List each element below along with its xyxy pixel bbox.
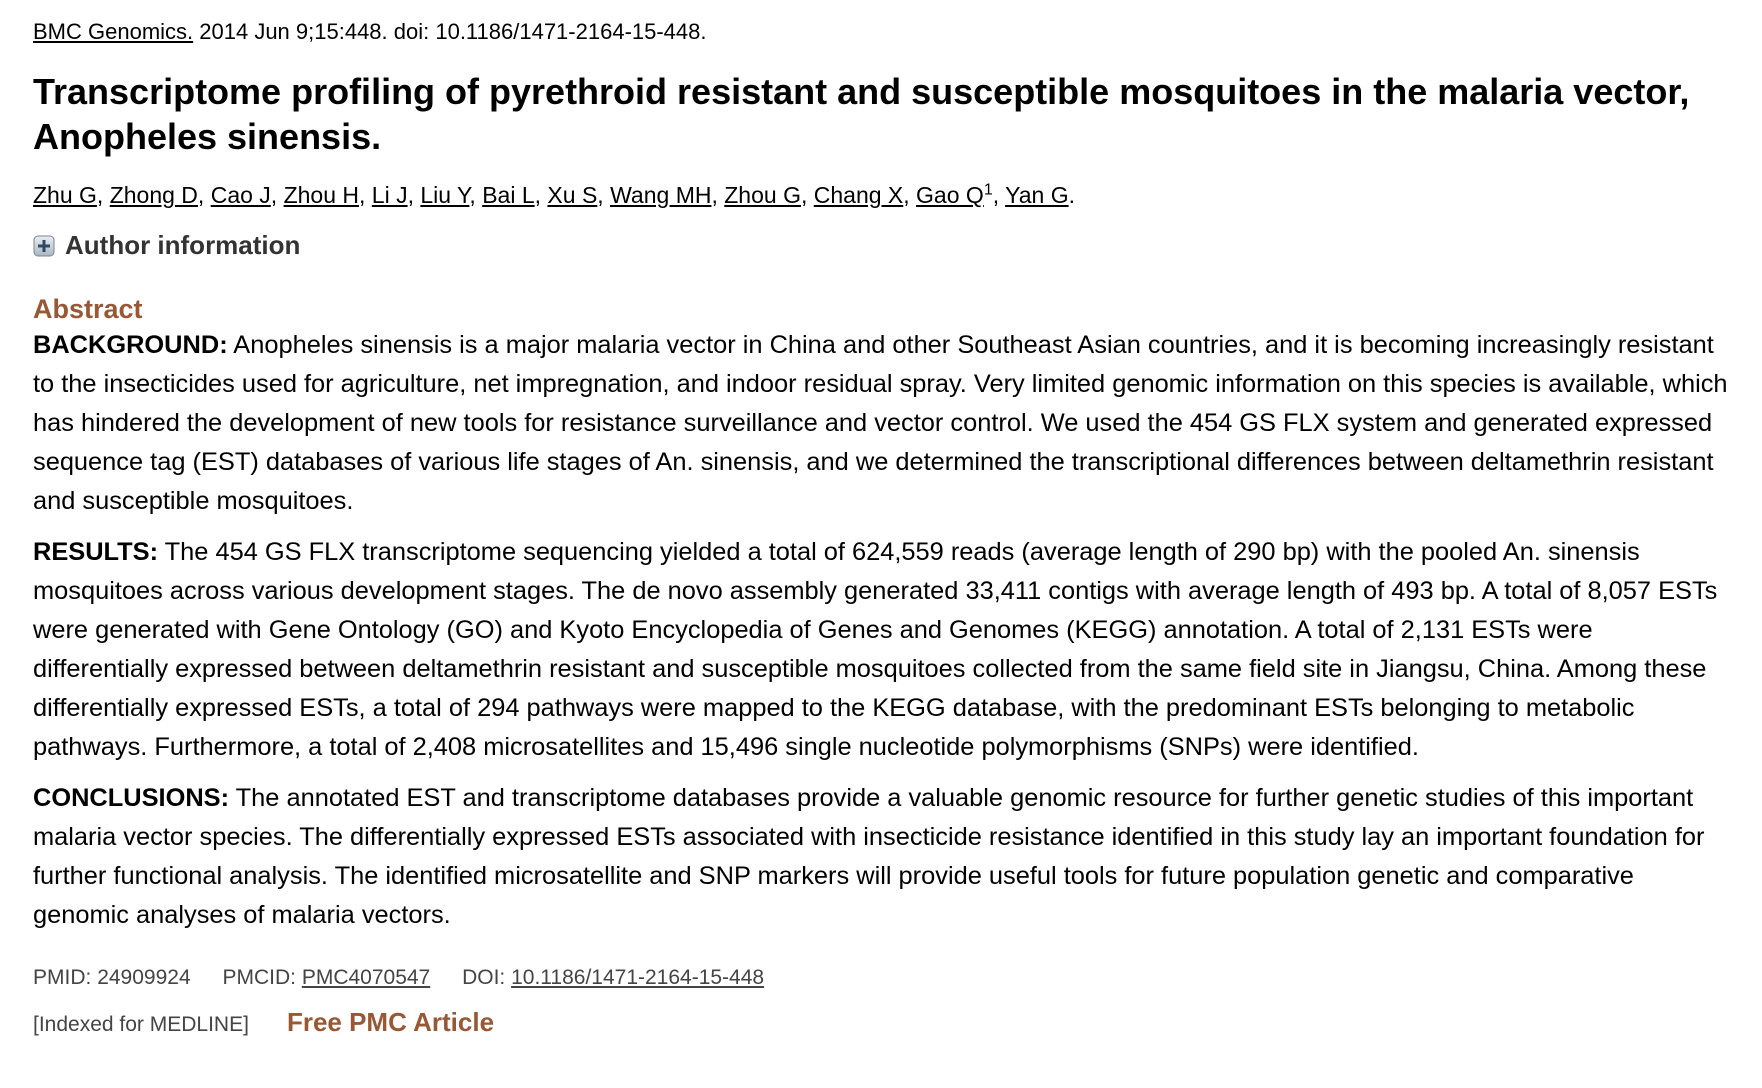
affiliation-superscript: 1 xyxy=(983,181,993,199)
author-link[interactable]: Yan G xyxy=(1005,182,1069,208)
pmcid-link[interactable]: PMC4070547 xyxy=(301,966,431,989)
author-link[interactable]: Bai L xyxy=(482,182,535,208)
abstract-background xyxy=(33,326,1733,521)
section-label: CONCLUSIONS: xyxy=(33,784,230,812)
author-link[interactable]: Chang X xyxy=(813,182,904,208)
author-link[interactable]: Zhong D xyxy=(109,182,198,208)
abstract-heading: Abstract xyxy=(33,294,143,324)
citation-line xyxy=(33,18,1732,46)
pmid-value: 24909924 xyxy=(97,966,191,989)
section-text: The annotated EST and transcriptome databases provide a valuable genomic resource for further genetic studies of this important malaria vector species. The differentially expressed ESTs associated with insecticide resistance identified in this study lay an important foundation for further functional analysis. The identified microsatellite and SNP markers will provide useful tools for future population genetic and comparative genomic analyses of malaria vectors. xyxy=(33,784,1705,929)
author-link[interactable]: Xu S xyxy=(547,182,598,208)
abstract-results xyxy=(33,533,1733,767)
journal-link[interactable]: BMC Genomics. xyxy=(33,19,194,44)
section-label: BACKGROUND: xyxy=(33,331,228,359)
author-link[interactable]: Liu Y xyxy=(420,182,470,208)
author-information-toggle[interactable] xyxy=(33,230,1732,261)
author-link[interactable]: Zhou G xyxy=(724,182,801,208)
section-text: Anopheles sinensis is a major malaria vector in China and other Southeast Asian countries, and it is becoming increasingly resistant to the insecticides used for agriculture, net impregnation, and indoor residual spray. Very limited genomic information on this species is available, which has hindered the development of new tools for resistance surveillance and vector control. We used the 454 GS FLX system and generated expressed sequence tag (EST) databases of various life stages of An. sinensis, and we determined the transcriptional differences between deltamethrin resistant and susceptible mosquitoes. xyxy=(33,331,1728,515)
author-link[interactable]: Cao J xyxy=(210,182,271,208)
citation-details: 2014 Jun 9;15:448. doi: 10.1186/1471-2164-15-448. xyxy=(193,19,707,44)
expand-plus-icon xyxy=(33,235,55,257)
section-text: The 454 GS FLX transcriptome sequencing yielded a total of 624,559 reads (average length of 290 bp) with the pooled An. sinensis mosquitoes across various development stages. The de novo assembly generated 33,411 contigs with average length of 493 bp. A total of 8,057 ESTs were generated with Gene Ontology (GO) and Kyoto Encyclopedia of Genes and Genomes (KEGG) annotation. A total of 2,131 ESTs were differentially expressed between deltamethrin resistant and susceptible mosquitoes collected from the same field site in Jiangsu, China. Among these differentially expressed ESTs, a total of 294 pathways were mapped to the KEGG database, with the predominant ESTs belonging to metabolic pathways. Furthermore, a total of 2,408 microsatellites and 15,496 single nucleotide polymorphisms (SNPs) were identified. xyxy=(33,538,1718,761)
bottom-row xyxy=(33,1007,1732,1038)
pmid-label: PMID: xyxy=(33,966,92,989)
doi-label: DOI: xyxy=(462,966,506,989)
pmcid-label: PMCID: xyxy=(222,966,296,989)
section-label: RESULTS: xyxy=(33,538,159,566)
author-link[interactable]: Wang MH xyxy=(610,182,712,208)
free-pmc-article-link[interactable]: Free PMC Article xyxy=(286,1007,495,1037)
author-link[interactable]: Li J xyxy=(371,182,408,208)
abstract-conclusions xyxy=(33,779,1733,935)
author-information-label: Author information xyxy=(65,230,301,260)
author-link[interactable]: Gao Q xyxy=(916,182,984,208)
author-list: Zhu G, Zhong D, Cao J, Zhou H, Li J, Liu Y, Bai L, Xu S, Wang MH, Zhou G, Chang X, Gao $Q^1$, Yan G. xyxy=(33,181,1075,208)
article-title: Transcriptome profiling of pyrethroid resistant and susceptible mosquitoes in the malaria vector, Anopheles sinensis. xyxy=(33,71,1690,157)
doi-link[interactable]: 10.1186/1471-2164-15-448 xyxy=(511,966,765,989)
identifier-line xyxy=(33,963,1732,993)
medline-indexed-note: [Indexed for MEDLINE] xyxy=(33,1013,249,1036)
author-link[interactable]: Zhu G xyxy=(33,182,97,208)
author-link[interactable]: Zhou H xyxy=(283,182,360,208)
